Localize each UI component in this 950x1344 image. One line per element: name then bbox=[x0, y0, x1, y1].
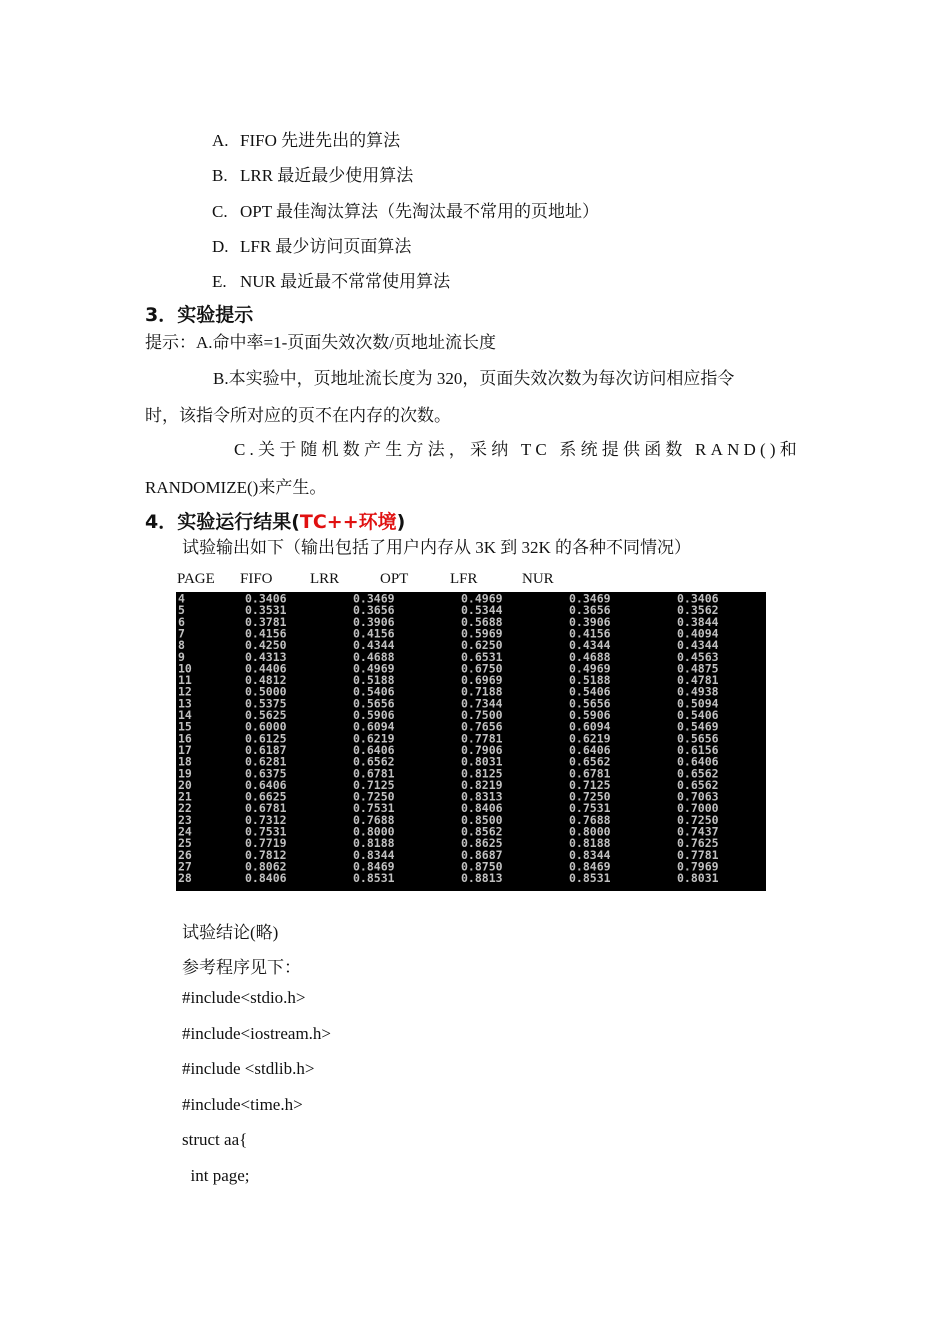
console-value-cell: 0.7063 bbox=[677, 789, 719, 804]
console-value-cell: 0.4563 bbox=[677, 649, 719, 664]
code-line: #include<iostream.h> bbox=[182, 1024, 331, 1043]
console-value-cell: 0.6375 bbox=[245, 766, 287, 781]
console-value-cell: 0.8562 bbox=[461, 824, 503, 839]
console-value-cell: 0.4812 bbox=[245, 673, 287, 688]
console-value-cell: 0.5406 bbox=[353, 684, 395, 699]
console-value-cell: 0.6562 bbox=[677, 777, 719, 792]
section-4-heading bbox=[145, 507, 405, 534]
list-letter: D. bbox=[212, 237, 229, 256]
console-value-cell: 0.8062 bbox=[245, 859, 287, 874]
console-value-cell: 0.8469 bbox=[353, 859, 395, 874]
console-page-cell: 16 bbox=[178, 731, 192, 746]
console-page-cell: 21 bbox=[178, 789, 192, 804]
console-value-cell: 0.7906 bbox=[461, 742, 503, 757]
console-value-cell: 0.7625 bbox=[677, 836, 719, 851]
console-value-cell: 0.8031 bbox=[461, 754, 503, 769]
console-value-cell: 0.7188 bbox=[461, 684, 503, 699]
console-value-cell: 0.8125 bbox=[461, 766, 503, 781]
hint-b-line2: 时，该指令所对应的页不在内存的次数。 bbox=[145, 406, 451, 425]
console-value-cell: 0.6219 bbox=[569, 731, 611, 746]
console-output-screenshot bbox=[176, 592, 766, 891]
console-value-cell: 0.6219 bbox=[353, 731, 395, 746]
console-value-cell: 0.5656 bbox=[677, 731, 719, 746]
console-value-cell: 0.7688 bbox=[569, 812, 611, 827]
console-value-cell: 0.4344 bbox=[569, 638, 611, 653]
console-table bbox=[176, 592, 766, 891]
console-value-cell: 0.4156 bbox=[569, 626, 611, 641]
console-page-cell: 6 bbox=[178, 614, 185, 629]
hint-b-line1: B.本实验中，页地址流长度为 320，页面失效次数为每次访问相应指令 bbox=[213, 369, 735, 388]
conclusion-text: 试验结论(略) bbox=[182, 923, 279, 942]
console-value-cell: 0.5688 bbox=[461, 614, 503, 629]
list-text: NUR 最近最不常常使用算法 bbox=[240, 272, 451, 291]
console-value-cell: 0.6406 bbox=[353, 742, 395, 757]
console-value-cell: 0.3531 bbox=[245, 603, 287, 618]
console-value-cell: 0.3406 bbox=[245, 592, 287, 606]
console-value-cell: 0.6969 bbox=[461, 673, 503, 688]
console-value-cell: 0.4938 bbox=[677, 684, 719, 699]
console-page-cell: 20 bbox=[178, 777, 192, 792]
list-item-d bbox=[212, 232, 411, 257]
console-page-cell: 15 bbox=[178, 719, 192, 734]
console-value-cell: 0.6000 bbox=[245, 719, 287, 734]
console-value-cell: 0.7688 bbox=[353, 812, 395, 827]
list-letter: B. bbox=[212, 166, 228, 185]
console-page-cell: 28 bbox=[178, 871, 192, 886]
console-value-cell: 0.8188 bbox=[569, 836, 611, 851]
console-value-cell: 0.4156 bbox=[245, 626, 287, 641]
console-value-cell: 0.7344 bbox=[461, 696, 503, 711]
console-value-cell: 0.7969 bbox=[677, 859, 719, 874]
console-value-cell: 0.8000 bbox=[353, 824, 395, 839]
console-value-cell: 0.8406 bbox=[245, 871, 287, 886]
console-value-cell: 0.3562 bbox=[677, 603, 719, 618]
console-value-cell: 0.4688 bbox=[569, 649, 611, 664]
console-page-cell: 5 bbox=[178, 603, 185, 618]
console-value-cell: 0.7656 bbox=[461, 719, 503, 734]
console-value-cell: 0.5344 bbox=[461, 603, 503, 618]
console-value-cell: 0.5625 bbox=[245, 708, 287, 722]
console-value-cell: 0.8219 bbox=[461, 777, 503, 792]
column-header-lfr: LFR bbox=[450, 571, 478, 587]
console-value-cell: 0.3656 bbox=[569, 603, 611, 618]
console-value-cell: 0.6562 bbox=[353, 754, 395, 769]
console-value-cell: 0.7125 bbox=[353, 777, 395, 792]
console-page-cell: 9 bbox=[178, 649, 185, 664]
console-value-cell: 0.5906 bbox=[569, 708, 611, 722]
console-value-cell: 0.5656 bbox=[569, 696, 611, 711]
console-value-cell: 0.8031 bbox=[677, 871, 719, 886]
code-line: #include <stdlib.h> bbox=[182, 1059, 315, 1078]
code-line: struct aa{ bbox=[182, 1130, 248, 1149]
list-item-a bbox=[212, 126, 400, 151]
console-page-cell: 14 bbox=[178, 708, 192, 722]
console-value-cell: 0.8625 bbox=[461, 836, 503, 851]
console-value-cell: 0.6562 bbox=[677, 766, 719, 781]
hint-a: 提示：A.命中率=1-页面失效次数/页地址流长度 bbox=[145, 333, 496, 352]
console-page-cell: 13 bbox=[178, 696, 192, 711]
console-value-cell: 0.6625 bbox=[245, 789, 287, 804]
console-value-cell: 0.7531 bbox=[245, 824, 287, 839]
console-value-cell: 0.7437 bbox=[677, 824, 719, 839]
console-value-cell: 0.7781 bbox=[677, 847, 719, 862]
console-value-cell: 0.8313 bbox=[461, 789, 503, 804]
console-page-cell: 24 bbox=[178, 824, 192, 839]
heading-red-text: TC++环境 bbox=[299, 511, 397, 533]
console-value-cell: 0.6781 bbox=[569, 766, 611, 781]
console-value-cell: 0.7000 bbox=[677, 801, 719, 816]
console-page-cell: 8 bbox=[178, 638, 185, 653]
heading-suffix: ) bbox=[396, 511, 406, 533]
console-value-cell: 0.8531 bbox=[353, 871, 395, 886]
console-value-cell: 0.4156 bbox=[353, 626, 395, 641]
console-value-cell: 0.7312 bbox=[245, 812, 287, 827]
reference-text: 参考程序见下： bbox=[182, 958, 301, 977]
console-value-cell: 0.5656 bbox=[353, 696, 395, 711]
console-value-cell: 0.8188 bbox=[353, 836, 395, 851]
console-value-cell: 0.6531 bbox=[461, 649, 503, 664]
code-line: #include<time.h> bbox=[182, 1095, 303, 1114]
console-value-cell: 0.3469 bbox=[569, 592, 611, 606]
console-value-cell: 0.7719 bbox=[245, 836, 287, 851]
console-value-cell: 0.4781 bbox=[677, 673, 719, 688]
console-value-cell: 0.6281 bbox=[245, 754, 287, 769]
column-header-fifo: FIFO bbox=[240, 571, 273, 587]
list-letter: E. bbox=[212, 272, 227, 291]
console-value-cell: 0.5906 bbox=[353, 708, 395, 722]
console-value-cell: 0.6250 bbox=[461, 638, 503, 653]
console-value-cell: 0.8813 bbox=[461, 871, 503, 886]
console-value-cell: 0.6406 bbox=[677, 754, 719, 769]
console-value-cell: 0.6094 bbox=[353, 719, 395, 734]
console-value-cell: 0.5375 bbox=[245, 696, 287, 711]
console-value-cell: 0.7781 bbox=[461, 731, 503, 746]
console-value-cell: 0.3906 bbox=[353, 614, 395, 629]
console-value-cell: 0.6781 bbox=[353, 766, 395, 781]
console-value-cell: 0.8750 bbox=[461, 859, 503, 874]
heading-prefix: 4．实验运行结果( bbox=[145, 511, 300, 533]
output-intro: 试验输出如下（输出包括了用户内存从 3K 到 32K 的各种不同情况） bbox=[182, 538, 692, 557]
column-header-page: PAGE bbox=[177, 571, 215, 587]
console-page-cell: 19 bbox=[178, 766, 192, 781]
console-value-cell: 0.8687 bbox=[461, 847, 503, 862]
console-value-cell: 0.3656 bbox=[353, 603, 395, 618]
console-value-cell: 0.5469 bbox=[677, 719, 719, 734]
section-3-heading: 3．实验提示 bbox=[145, 304, 254, 326]
console-value-cell: 0.4969 bbox=[461, 592, 503, 606]
list-letter: C. bbox=[212, 202, 228, 221]
list-item-e bbox=[212, 267, 450, 292]
list-text: OPT 最佳淘汰算法（先淘汰最不常用的页地址） bbox=[240, 202, 600, 221]
console-value-cell: 0.7125 bbox=[569, 777, 611, 792]
console-value-cell: 0.4094 bbox=[677, 626, 719, 641]
hint-c-line1: C.关于随机数产生方法，采纳 TC 系统提供函数 RAND()和 bbox=[234, 440, 801, 459]
console-value-cell: 0.6406 bbox=[569, 742, 611, 757]
console-page-cell: 23 bbox=[178, 812, 192, 827]
console-value-cell: 0.3781 bbox=[245, 614, 287, 629]
column-header-opt: OPT bbox=[380, 571, 409, 587]
list-item-b bbox=[212, 161, 413, 186]
console-value-cell: 0.4969 bbox=[353, 661, 395, 676]
console-page-cell: 4 bbox=[178, 592, 185, 606]
console-value-cell: 0.3469 bbox=[353, 592, 395, 606]
console-value-cell: 0.6750 bbox=[461, 661, 503, 676]
console-value-cell: 0.8344 bbox=[569, 847, 611, 862]
console-value-cell: 0.8000 bbox=[569, 824, 611, 839]
list-text: FIFO 先进先出的算法 bbox=[240, 131, 401, 150]
console-value-cell: 0.6781 bbox=[245, 801, 287, 816]
console-page-cell: 17 bbox=[178, 742, 192, 757]
console-value-cell: 0.7500 bbox=[461, 708, 503, 722]
console-value-cell: 0.4969 bbox=[569, 661, 611, 676]
console-value-cell: 0.7250 bbox=[353, 789, 395, 804]
console-value-cell: 0.5094 bbox=[677, 696, 719, 711]
list-item-c bbox=[212, 197, 599, 222]
console-value-cell: 0.3406 bbox=[677, 592, 719, 606]
console-value-cell: 0.4344 bbox=[677, 638, 719, 653]
column-header-nur: NUR bbox=[522, 571, 554, 587]
console-value-cell: 0.6406 bbox=[245, 777, 287, 792]
console-page-cell: 11 bbox=[178, 673, 192, 688]
console-value-cell: 0.8406 bbox=[461, 801, 503, 816]
column-header-lrr: LRR bbox=[310, 571, 340, 587]
console-value-cell: 0.4344 bbox=[353, 638, 395, 653]
console-value-cell: 0.6094 bbox=[569, 719, 611, 734]
console-value-cell: 0.4250 bbox=[245, 638, 287, 653]
console-value-cell: 0.5406 bbox=[677, 708, 719, 722]
console-page-cell: 25 bbox=[178, 836, 192, 851]
console-value-cell: 0.4688 bbox=[353, 649, 395, 664]
console-value-cell: 0.8531 bbox=[569, 871, 611, 886]
hint-c-line2: RANDOMIZE()来产生。 bbox=[145, 478, 327, 497]
console-value-cell: 0.3906 bbox=[569, 614, 611, 629]
console-value-cell: 0.4313 bbox=[245, 649, 287, 664]
console-value-cell: 0.5188 bbox=[569, 673, 611, 688]
console-value-cell: 0.8500 bbox=[461, 812, 503, 827]
console-value-cell: 0.8344 bbox=[353, 847, 395, 862]
console-page-cell: 10 bbox=[178, 661, 192, 676]
console-page-cell: 27 bbox=[178, 859, 192, 874]
console-value-cell: 0.4406 bbox=[245, 661, 287, 676]
code-line: #include<stdio.h> bbox=[182, 988, 306, 1007]
console-value-cell: 0.3844 bbox=[677, 614, 719, 629]
console-page-cell: 26 bbox=[178, 847, 192, 862]
code-line: int page; bbox=[182, 1166, 250, 1185]
console-value-cell: 0.7531 bbox=[569, 801, 611, 816]
console-page-cell: 18 bbox=[178, 754, 192, 769]
list-text: LRR 最近最少使用算法 bbox=[240, 166, 414, 185]
console-page-cell: 12 bbox=[178, 684, 192, 699]
console-value-cell: 0.7250 bbox=[677, 812, 719, 827]
console-value-cell: 0.6125 bbox=[245, 731, 287, 746]
console-value-cell: 0.6562 bbox=[569, 754, 611, 769]
console-value-cell: 0.6156 bbox=[677, 742, 719, 757]
console-value-cell: 0.7250 bbox=[569, 789, 611, 804]
console-value-cell: 0.8469 bbox=[569, 859, 611, 874]
console-value-cell: 0.7812 bbox=[245, 847, 287, 862]
list-letter: A. bbox=[212, 131, 229, 150]
console-value-cell: 0.5969 bbox=[461, 626, 503, 641]
list-text: LFR 最少访问页面算法 bbox=[240, 237, 412, 256]
console-value-cell: 0.7531 bbox=[353, 801, 395, 816]
console-value-cell: 0.6187 bbox=[245, 742, 287, 757]
console-page-cell: 7 bbox=[178, 626, 185, 641]
console-value-cell: 0.5406 bbox=[569, 684, 611, 699]
console-value-cell: 0.5188 bbox=[353, 673, 395, 688]
console-page-cell: 22 bbox=[178, 801, 192, 816]
console-value-cell: 0.5000 bbox=[245, 684, 287, 699]
console-value-cell: 0.4875 bbox=[677, 661, 719, 676]
